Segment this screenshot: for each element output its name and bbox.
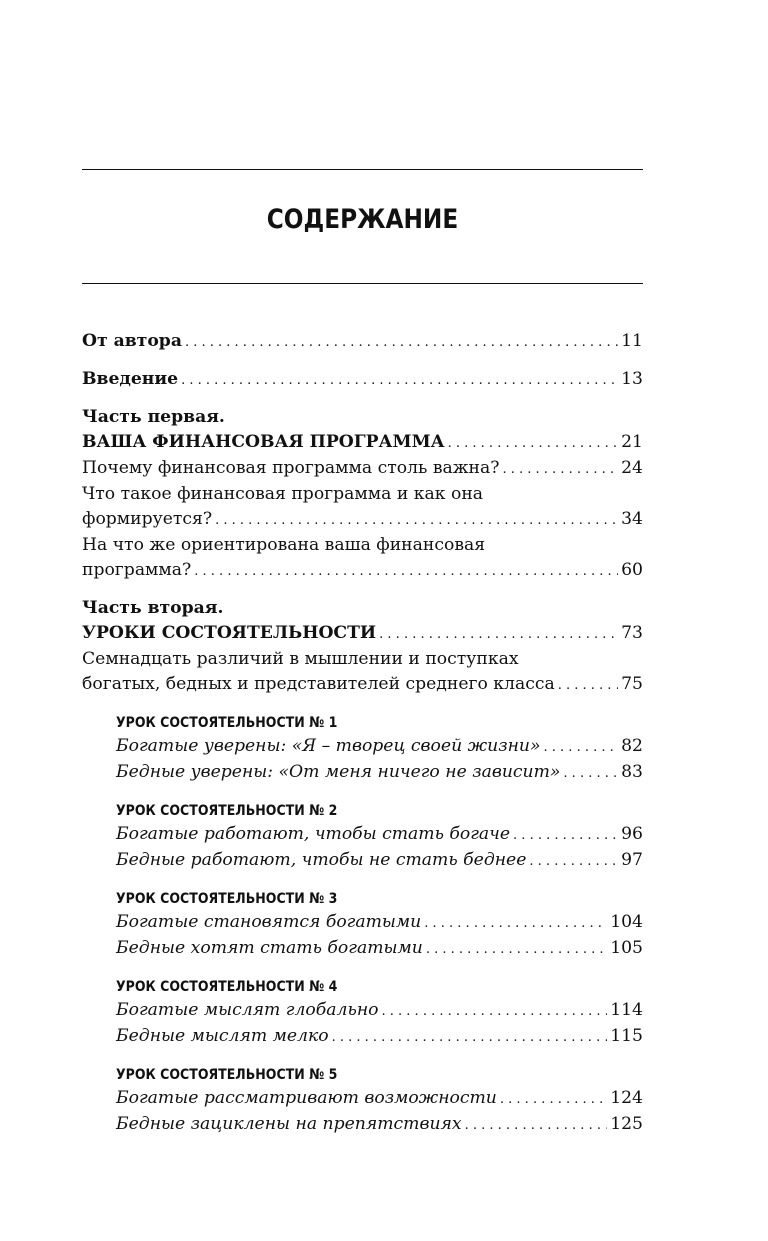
lesson-label: УРОК СОСТОЯТЕЛЬНОСТИ № 2: [116, 802, 338, 819]
toc-entry: [82, 558, 643, 584]
leader-dots: [544, 735, 619, 760]
toc-entry-line: Семнадцать различий в мышлении и поступках: [82, 649, 519, 669]
leader-dots: [215, 508, 618, 533]
leader-dots: [181, 368, 618, 393]
leader-dots: [332, 1025, 608, 1050]
toc-page-number: 124: [610, 1088, 643, 1108]
lessons-list: [82, 698, 643, 1138]
toc-page-number: 125: [610, 1114, 643, 1134]
toc-entry-author: [82, 329, 643, 355]
leader-dots: [558, 673, 618, 698]
toc-entry-title: программа?: [82, 560, 192, 580]
toc-page-number: 105: [610, 938, 643, 958]
toc-entry-title: Бедные мыслят мелко: [116, 1026, 329, 1046]
leader-dots: [448, 431, 619, 456]
toc-page-number: 114: [610, 1000, 643, 1020]
toc-entry-title: Богатые рассматривают возможности: [116, 1088, 497, 1108]
toc-entry: [116, 998, 643, 1024]
toc-entry-title: Бедные работают, чтобы не стать беднее: [116, 850, 527, 870]
toc-entry: [116, 760, 643, 786]
leader-dots: [426, 937, 607, 962]
leader-dots: [465, 1113, 608, 1138]
toc-entry-line: На что же ориентирована ваша финансовая: [82, 535, 486, 555]
toc-entry: [116, 1112, 643, 1138]
toc-entry-title: Богатые мыслят глобально: [116, 1000, 379, 1020]
toc-entry-title: Бедные зациклены на препятствиях: [116, 1114, 462, 1134]
toc-entry-title: Богатые становятся богатыми: [116, 912, 422, 932]
toc-page-number: 21: [621, 432, 643, 452]
toc-page-number: 73: [621, 623, 643, 643]
bottom-rule: [82, 283, 643, 284]
toc-page-number: 97: [621, 850, 643, 870]
toc-entry: [116, 848, 643, 874]
toc-entry-title: Бедные хотят стать богатыми: [116, 938, 423, 958]
page-title: СОДЕРЖАНИЕ: [266, 204, 459, 235]
leader-dots: [379, 622, 618, 647]
toc-entry-line: Что такое финансовая программа и как она: [82, 484, 484, 504]
toc-entry: [116, 1024, 643, 1050]
leader-dots: [382, 999, 608, 1024]
toc-entry-title: формируется?: [82, 509, 213, 529]
lesson-label: УРОК СОСТОЯТЕЛЬНОСТИ № 1: [116, 714, 338, 731]
leader-dots: [500, 1087, 607, 1112]
toc-entry: [116, 910, 643, 936]
leader-dots: [185, 330, 618, 355]
part-label: Часть первая.: [82, 407, 225, 427]
toc-entry-title: Бедные уверены: «От меня ничего не зависит»: [116, 762, 561, 782]
lesson-label: УРОК СОСТОЯТЕЛЬНОСТИ № 3: [116, 890, 338, 907]
toc-entry: [82, 507, 643, 533]
table-of-contents: [82, 329, 643, 1138]
toc-part-heading: [82, 621, 643, 647]
toc-entry: [116, 1086, 643, 1112]
toc-page-number: 13: [621, 369, 643, 389]
toc-entry-title: Введение: [82, 369, 179, 389]
toc-entry-intro: [82, 367, 643, 393]
leader-dots: [563, 761, 618, 786]
toc-page-number: 104: [610, 912, 643, 932]
leader-dots: [194, 559, 618, 584]
toc-page-number: 96: [621, 824, 643, 844]
toc-entry-title: Богатые уверены: «Я – творец своей жизни»: [116, 736, 541, 756]
toc-page-number: 34: [621, 509, 643, 529]
toc-page-number: 75: [621, 674, 643, 694]
toc-page-number: 82: [621, 736, 643, 756]
toc-entry-title: богатых, бедных и представителей среднего класса: [82, 674, 555, 694]
toc-entry-title: От автора: [82, 331, 182, 351]
toc-entry: [116, 734, 643, 760]
toc-page-number: 11: [621, 331, 643, 351]
lesson-label: УРОК СОСТОЯТЕЛЬНОСТИ № 5: [116, 1066, 338, 1083]
lesson-label: УРОК СОСТОЯТЕЛЬНОСТИ № 4: [116, 978, 338, 995]
toc-part-heading: [82, 430, 643, 456]
leader-dots: [424, 911, 607, 936]
leader-dots: [513, 823, 618, 848]
toc-entry-title: Почему финансовая программа столь важна?: [82, 458, 500, 478]
toc-entry: [82, 456, 643, 482]
toc-entry-title: Богатые работают, чтобы стать богаче: [116, 824, 511, 844]
leader-dots: [529, 849, 618, 874]
toc-page-number: 60: [621, 560, 643, 580]
toc-page-number: 115: [610, 1026, 643, 1046]
toc-entry: [116, 936, 643, 962]
part-label: Часть вторая.: [82, 598, 224, 618]
toc-entry-title: УРОКИ СОСТОЯТЕЛЬНОСТИ: [82, 623, 377, 643]
toc-entry: [116, 822, 643, 848]
toc-entry-title: ВАША ФИНАНСОВАЯ ПРОГРАММА: [82, 432, 445, 452]
leader-dots: [502, 457, 618, 482]
toc-page-number: 24: [621, 458, 643, 478]
toc-entry: [82, 672, 643, 698]
top-rule: [82, 169, 643, 170]
toc-page-number: 83: [621, 762, 643, 782]
